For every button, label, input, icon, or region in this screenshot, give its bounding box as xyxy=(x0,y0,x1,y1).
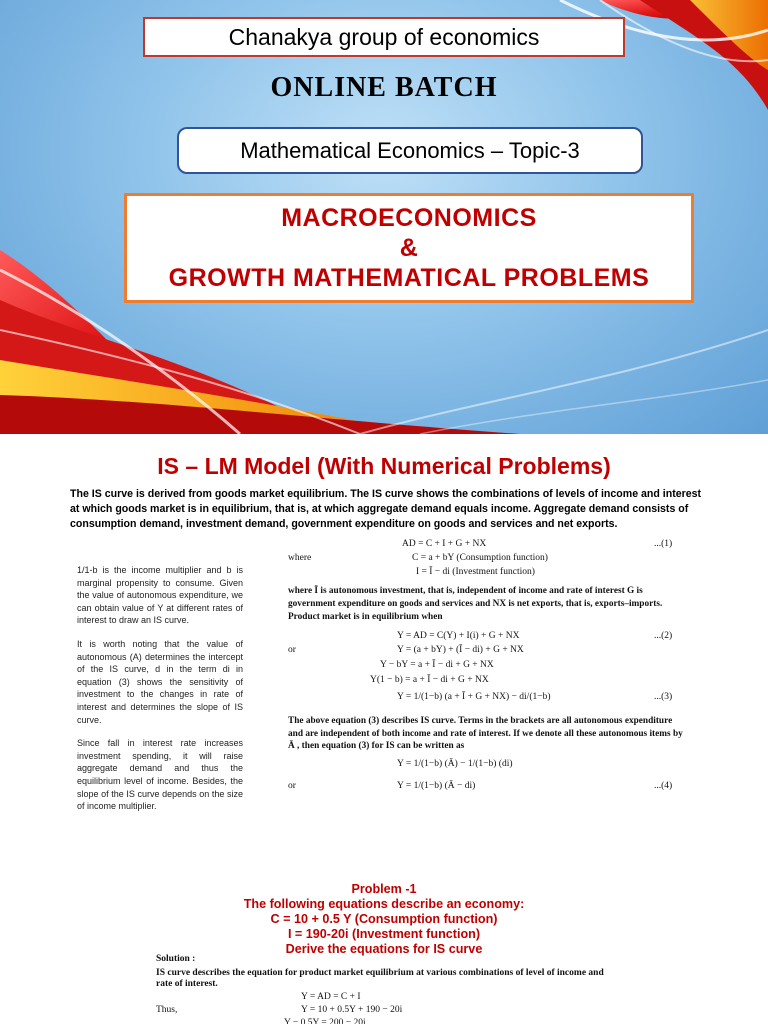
equation-2b: Y = (a + bY) + (Ī − di) + G + NX xyxy=(397,645,524,655)
topic-box xyxy=(177,127,643,174)
or-label: or xyxy=(288,645,296,655)
equation-1: AD = C + I + G + NX xyxy=(402,539,487,549)
equation-4a: Y = 1/(1−b) (Ā) − 1/(1−b) (di) xyxy=(397,759,513,769)
intro-paragraph: The IS curve is derived from goods market equilibrium. The IS curve shows the combinations of levels of income and interest at which goods market is in equilibrium, that is, at which aggregate demand equals income. Aggregate demand consists of consumption demand, investment demand, government expenditure on goods and services and net exports. xyxy=(70,488,702,530)
title-line-1: MACROECONOMICS xyxy=(281,204,537,232)
explanation-paragraph: 1/1-b is the income multiplier and b is marginal propensity to consume. Given the value of autonomous expenditure, we can obtain value of Y at different rates of interest to draw an IS curve. xyxy=(77,565,243,626)
solution-equation-2: Y = 10 + 0.5Y + 190 − 20i xyxy=(301,1005,403,1015)
problem-line: The following equations describe an economy: xyxy=(243,897,525,911)
problem-heading: Problem -1 xyxy=(351,882,417,896)
or-label: or xyxy=(288,781,296,791)
equation-number: ...(3) xyxy=(654,692,673,702)
problem-line: Derive the equations for IS curve xyxy=(285,942,483,956)
equation-3: Y = 1/(1−b) (a + Ī + G + NX) − di/(1−b) xyxy=(397,692,551,702)
product-market-text: Product market is in equilibrium when xyxy=(288,612,443,622)
consumption-equation: C = a + bY (Consumption function) xyxy=(412,553,548,563)
equation-number: ...(2) xyxy=(654,631,673,641)
title-line-2: & xyxy=(399,234,419,262)
problem-line: I = 190-20i (Investment function) xyxy=(287,927,481,941)
is-lm-slide xyxy=(0,434,768,1024)
brand-name: Chanakya group of economics xyxy=(228,23,540,50)
equation-4: Y = 1/(1−b) (Ā − di) xyxy=(397,781,476,791)
solution-equation-1: Y = AD = C + I xyxy=(301,992,361,1002)
slide-title: IS – LM Model (With Numerical Problems) xyxy=(157,453,611,479)
solution-equation-3: Y − 0.5Y = 200 − 20i xyxy=(284,1018,366,1024)
problem-line: C = 10 + 0.5 Y (Consumption function) xyxy=(270,912,498,926)
where-label: where xyxy=(288,553,312,563)
title-line-3: GROWTH MATHEMATICAL PROBLEMS xyxy=(168,264,650,292)
investment-equation: I = Ī − di (Investment function) xyxy=(416,567,535,577)
where-paragraph: where Ī is autonomous investment, that is, independent of income and rate of interest G is government expenditure on goods and services and NX is net exports, that is, exports–imports. xyxy=(288,586,663,609)
equation-2c: Y − bY = a + Ī − di + G + NX xyxy=(380,660,494,670)
equation-number: ...(1) xyxy=(654,539,673,549)
equation-2d: Y(1 − b) = a + Ī − di + G + NX xyxy=(370,675,489,685)
explanation-paragraph: Since fall in interest rate increases investment spending, it will raise aggregate demand and thus the equilibrium level of income. Besides, the slope of the IS curve depends on the size of income multiplier. xyxy=(77,738,243,812)
equation-number: ...(4) xyxy=(654,781,673,791)
equation-2: Y = AD = C(Y) + I(i) + G + NX xyxy=(397,631,520,641)
title-box xyxy=(124,193,694,303)
thus-label: Thus, xyxy=(156,1005,178,1015)
cover-slide xyxy=(0,0,768,434)
explanation-column xyxy=(77,564,243,824)
problem-block xyxy=(0,882,768,957)
explanation-paragraph: It is worth noting that the value of autonomous (A) determines the intercept of the IS curve, d in the term di in equation (3) shows the sensitivity of investment to the changes in rate of interest and determines the slope of IS curve. xyxy=(77,638,243,725)
solution-heading: Solution : xyxy=(156,954,196,964)
topic-label: Mathematical Economics – Topic-3 xyxy=(240,137,580,163)
above-paragraph: The above equation (3) describes IS curve. Terms in the brackets are all autonomous expenditure and are independent of both income and rate of interest. If we denote all these autonomous items by Ā , then equation (3) for IS can be written as xyxy=(288,716,683,751)
solution-text: IS curve describes the equation for product market equilibrium at various combinations of level of income and rate of interest. xyxy=(156,968,604,989)
batch-label: ONLINE BATCH xyxy=(270,72,498,103)
brand-box xyxy=(143,17,625,57)
